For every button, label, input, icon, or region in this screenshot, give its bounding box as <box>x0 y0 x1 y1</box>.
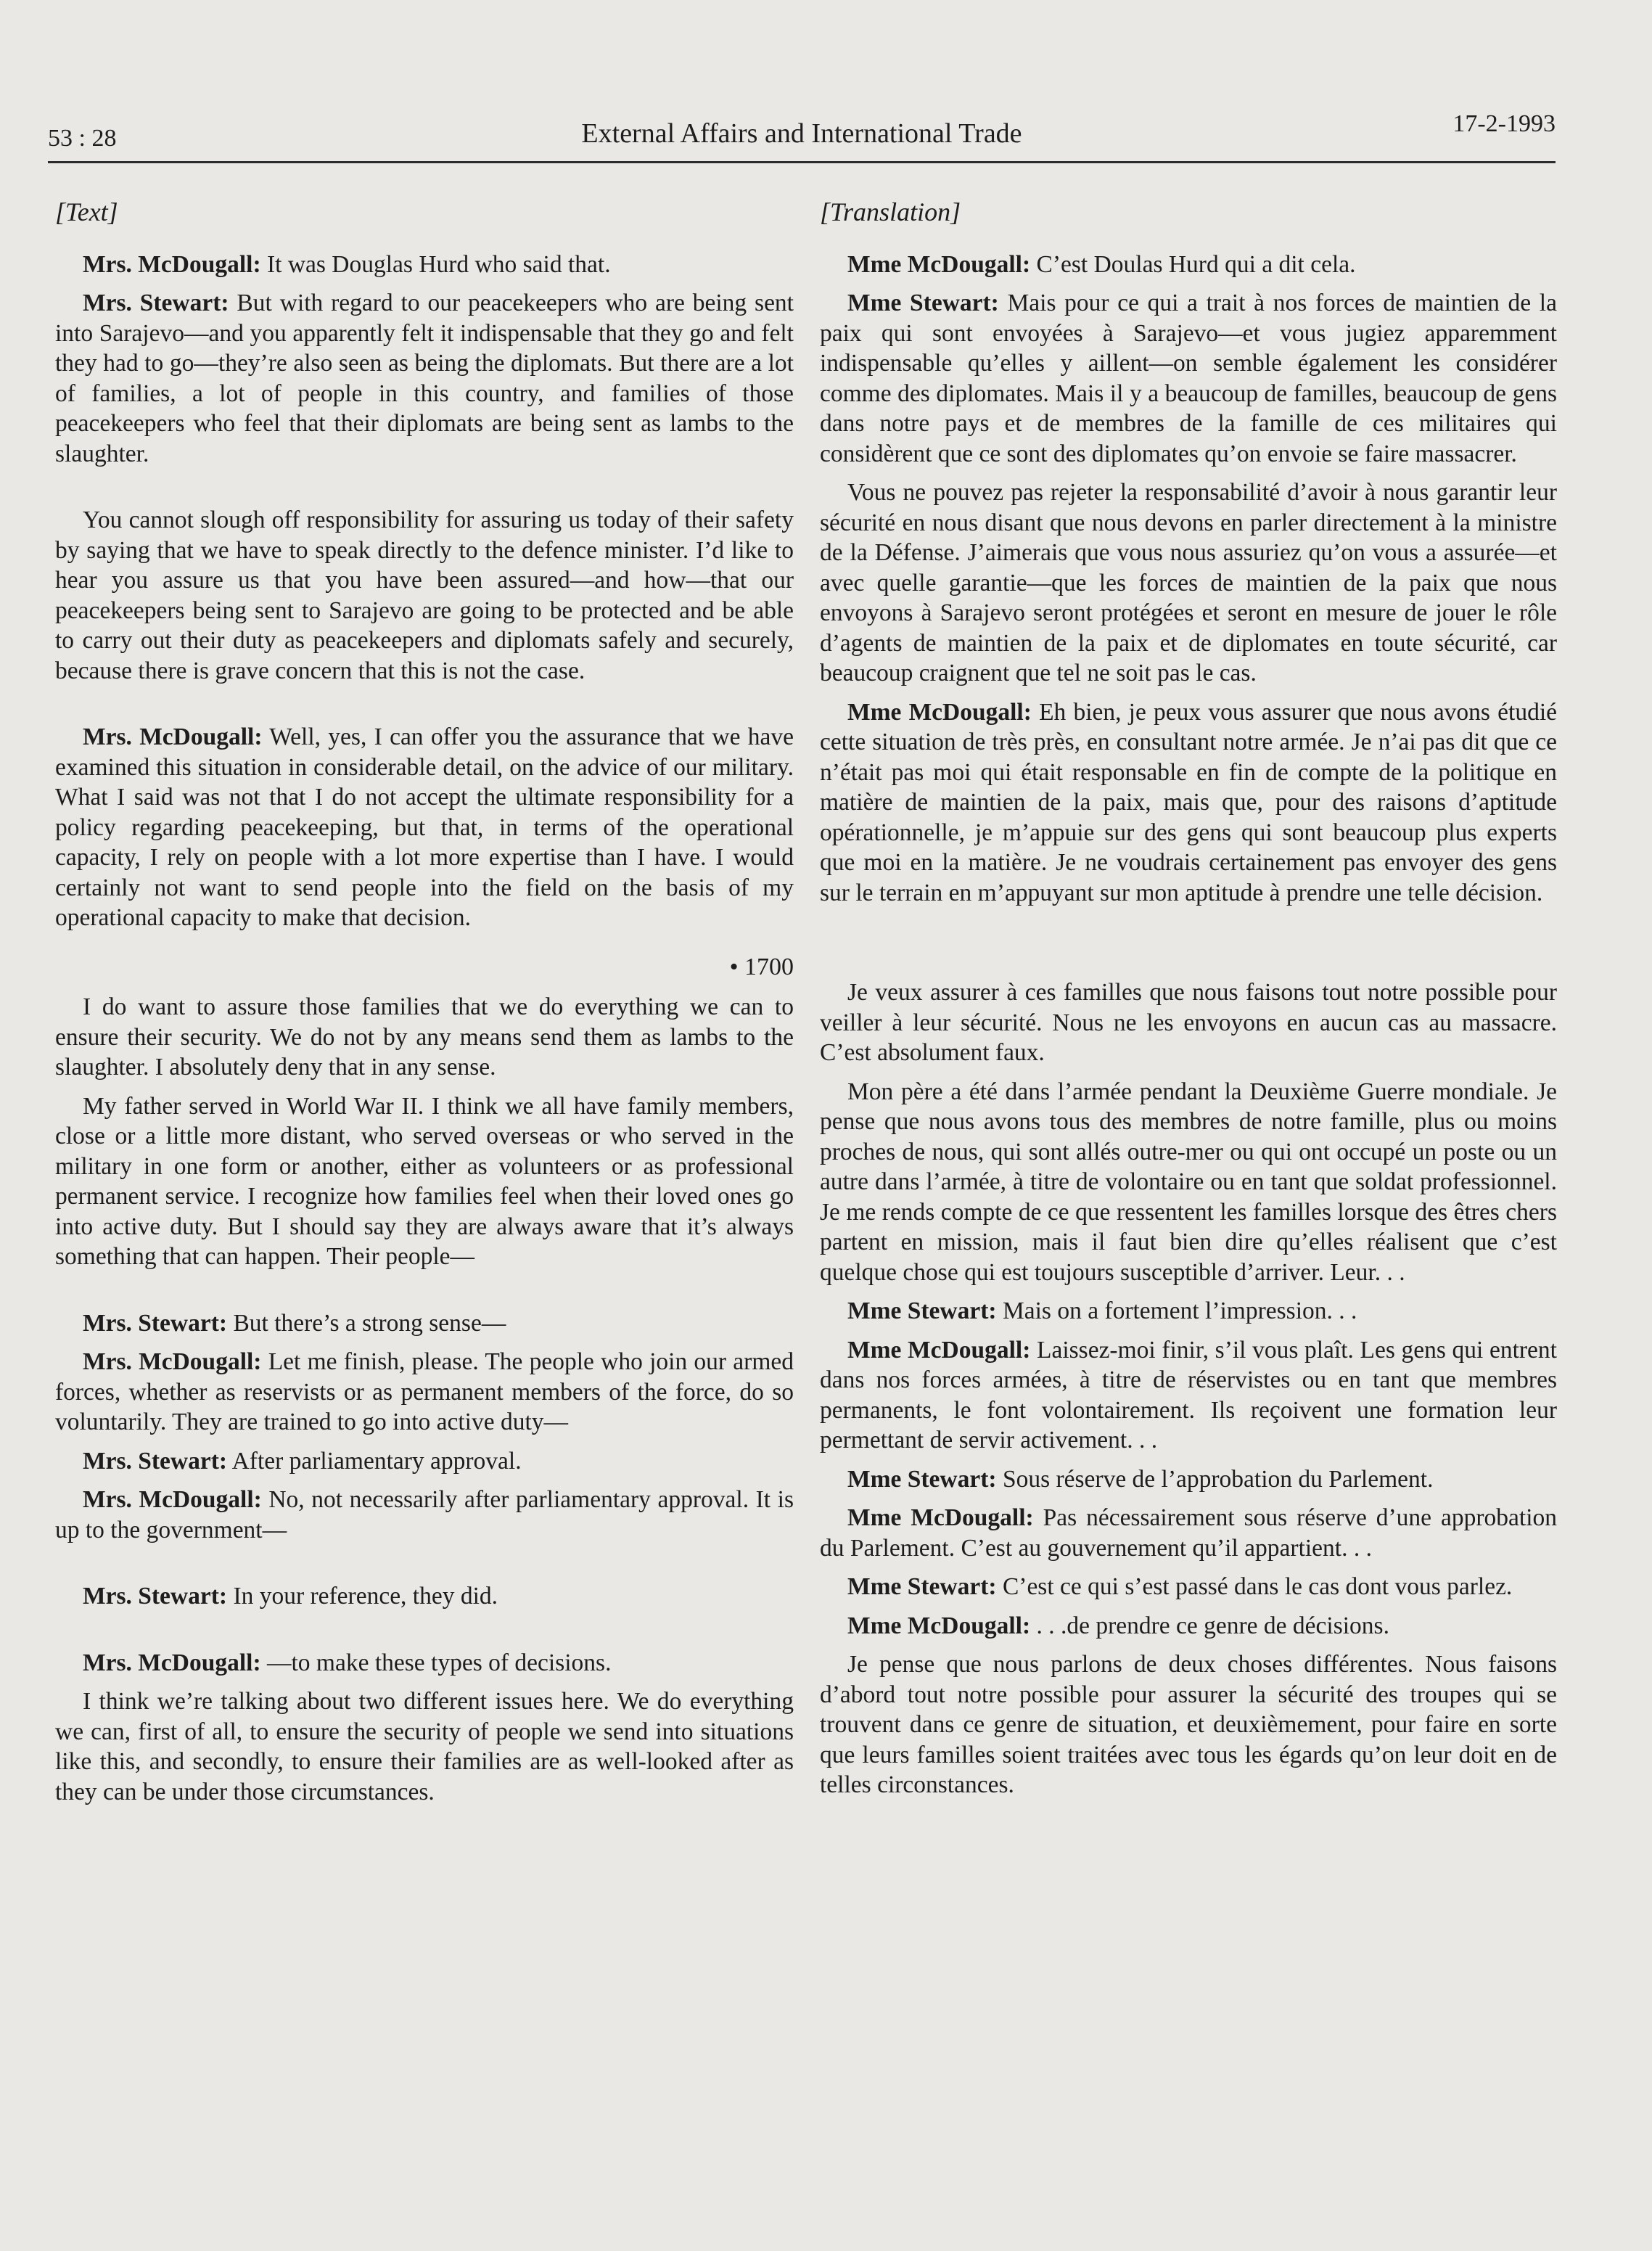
speaker-name: Mme McDougall: <box>847 250 1031 278</box>
speaker-name: Mrs. McDougall: <box>83 1649 261 1676</box>
paragraph-text: After parliamentary approval. <box>227 1447 522 1475</box>
page-header <box>48 109 1556 163</box>
paragraph <box>820 1464 1557 1495</box>
speaker-name: Mrs. Stewart: <box>83 1447 228 1475</box>
paragraph-text: My father served in World War II. I think we all have family members, close or a little more distant, who served overseas or who served in the military in one form or another, either as volunteers or as professional permanent service. I recognize how families feel when their loved ones go into active duty. But I should say they are always aware that it’s always something that can happen. Their people— <box>55 1092 794 1270</box>
speaker-name: Mme Stewart: <box>847 1465 997 1493</box>
paragraph <box>55 1347 794 1438</box>
speaker-name: Mrs. Stewart: <box>83 1583 228 1610</box>
paragraph <box>820 977 1557 1068</box>
paragraph-text: Je pense que nous parlons de deux choses différentes. Nous faisons d’abord tout notre possible pour assurer la sécurité des troupes qui se trouvent dans ce genre de situation, et deuxièmement, pour faire en sorte que leurs familles soient traitées avec tous les égards qu’on leur doit en de telles circonstances. <box>820 1651 1557 1798</box>
paragraph <box>820 1649 1557 1800</box>
paragraph <box>820 1572 1557 1602</box>
paragraph <box>55 288 794 469</box>
speaker-name: Mme McDougall: <box>847 1612 1031 1639</box>
page-number: 53 : 28 <box>48 125 117 152</box>
paragraph-text: I do want to assure those families that we do everything we can to ensure their security. We do not by any means send them as lambs to the slaughter. I absolutely deny that in any sense. <box>55 993 794 1081</box>
paragraph <box>820 697 1557 909</box>
paragraph-text: In your reference, they did. <box>227 1583 498 1610</box>
speaker-name: Mrs. Stewart: <box>83 290 229 316</box>
paragraph-text: Mon père a été dans l’armée pendant la Deuxième Guerre mondiale. Je pense que nous avons tous des membres de notre famille, plus ou moins proches de nous, qui sont allés outre-mer ou qui ont occupé un poste ou un autre dans l’armée, à titre de volontaire ou en tant que soldat professionnel. Je me rends compte de ce que ressentent les familles lorsque des êtres chers partent en mission, mais il faut bien dire qu’elles réalisent que c’est quelque chose qui est toujours susceptible d’arriver. Leur. . . <box>820 1078 1557 1286</box>
column-label: [Text] <box>55 197 118 226</box>
speaker-name: Mrs. McDougall: <box>83 1348 262 1375</box>
paragraph-text: But with regard to our peacekeepers who are being sent into Sarajevo—and you apparently felt it indispensable that they go and felt they had to go—they’re also seen as being the diplomats. But there are a lot of families, a lot of people in this country, and families of those peacekeepers who feel that their diplomats are being sent as lambs to the slaughter. <box>55 290 794 467</box>
speaker-name: Mrs. McDougall: <box>83 250 261 278</box>
paragraph <box>55 992 794 1083</box>
paragraph-text: . . .de prendre ce genre de décisions. <box>1030 1612 1389 1639</box>
paragraph <box>820 1611 1557 1641</box>
paragraph-text: Well, yes, I can offer you the assurance that we have examined this situation in considerable detail, on the advice of our military. What I said was not that I do not accept the ultimate responsibility for a policy regarding peacekeeping, but that, in terms of the operational capacity, I rely on people with a lot more expertise than I have. I would certainly not want to send people into the field on the basis of my operational capacity to make that decision. <box>55 723 794 931</box>
speaker-name: Mme McDougall: <box>847 1504 1034 1531</box>
paragraph-text: Eh bien, je peux vous assurer que nous avons étudié cette situation de très près, en consultant notre armée. Je n’ai pas dit que ce n’était pas moi qui était responsable en fin de compte de la politique en matière de maintien de la paix, mais que, pour des raisons d’aptitude opérationnelle, je m’appuie sur des gens qui sont beaucoup plus experts que moi en la matière. Je ne voudrais certainement pas envoyer des gens sur le terrain en m’appuyant sur mon aptitude à prendre une telle décision. <box>820 698 1557 906</box>
paragraph <box>820 288 1557 469</box>
paragraph-text: Je veux assurer à ces familles que nous faisons tout notre possible pour veiller à leur sécurité. Nous ne les envoyons en aucun cas au massacre. C’est absolument faux. <box>820 979 1557 1066</box>
paragraph <box>55 1648 794 1678</box>
paragraph <box>55 1446 794 1477</box>
french-column <box>820 197 1557 1809</box>
paragraph-text: Mais on a fortement l’impression. . . <box>996 1297 1357 1324</box>
paragraph-text: C’est ce qui s’est passé dans le cas dont vous parlez. <box>996 1573 1513 1600</box>
paragraph-text: Sous réserve de l’approbation du Parlement. <box>996 1465 1434 1493</box>
paragraph <box>820 1503 1557 1563</box>
speaker-name: Mme Stewart: <box>847 1297 997 1324</box>
paragraph-text: —to make these types of decisions. <box>260 1649 612 1676</box>
paragraph <box>55 1308 794 1339</box>
paragraph-text: Mais pour ce qui a trait à nos forces de maintien de la paix qui sont envoyées à Sarajevo—et vous jugiez apparemment indispensable qu’elles y aillent—on semble également les considérer comme des diplomates. Mais il y a beaucoup de familles, beaucoup de gens dans notre pays et de membres de la famille de ces militaires qui considèrent que ce sont des diplomates qu’on envoie se faire massacrer. <box>820 290 1557 467</box>
speaker-name: Mme Stewart: <box>847 1573 997 1600</box>
paragraph-text: I think we’re talking about two different issues here. We do everything we can, first of all, to ensure the security of people we send into situations like this, and secondly, to ensure their families are as well-looked after as they can be under those circumstances. <box>55 1688 794 1805</box>
speaker-name: Mrs. Stewart: <box>83 1309 228 1337</box>
paragraph <box>820 1335 1557 1456</box>
paragraph <box>820 250 1557 280</box>
page-date: 17-2-1993 <box>1452 110 1556 137</box>
english-column <box>55 197 794 1816</box>
speaker-name: Mme Stewart: <box>847 290 999 316</box>
paragraph <box>55 1485 794 1545</box>
paragraph-text: Vous ne pouvez pas rejeter la responsabilité d’avoir à nous garantir leur sécurité en nous disant que nous devons en parler directement à la ministre de la Défense. J’aimerais que vous nous assuriez qu’on vous a assurée—et avec quelle garantie—que les forces de maintien de la paix que nous envoyons à Sarajevo seront protégées et seront en mesure de jouer le rôle d’agents de maintien de la paix et de diplomates en toute sécurité, car beaucoup craignent que tel ne soit pas le cas. <box>820 479 1557 686</box>
speaker-name: Mme McDougall: <box>847 698 1032 726</box>
paragraph <box>55 250 794 280</box>
paragraph-text: No, not necessarily after parliamentary approval. It is up to the government— <box>55 1486 794 1543</box>
time-marker: • 1700 <box>729 953 794 980</box>
page-title: External Affairs and International Trade <box>581 118 1022 149</box>
paragraph <box>55 505 794 686</box>
paragraph-text: It was Douglas Hurd who said that. <box>260 250 611 278</box>
column-label: [Translation] <box>820 197 961 226</box>
speaker-name: Mrs. McDougall: <box>83 1486 262 1513</box>
paragraph <box>820 477 1557 689</box>
speaker-name: Mrs. McDougall: <box>83 723 263 750</box>
paragraph-text: Pas nécessairement sous réserve d’une approbation du Parlement. C’est au gouvernement qu’il appartient. . . <box>820 1504 1557 1562</box>
paragraph-text: You cannot slough off responsibility for assuring us today of their safety by saying that we have to speak directly to the defence minister. I’d like to hear you assure us that you have been assured—and how—that our peacekeepers being sent to Sarajevo are going to be protected and be able to carry out their duty as peacekeepers and diplomats safely and securely, because there is grave concern that this is not the case. <box>55 507 794 684</box>
paragraph-text: C’est Doulas Hurd qui a dit cela. <box>1030 250 1356 278</box>
paragraph <box>55 1686 794 1807</box>
paragraph <box>55 1091 794 1272</box>
paragraph <box>820 1077 1557 1288</box>
paragraph <box>55 1581 794 1612</box>
paragraph <box>55 722 794 933</box>
speaker-name: Mme McDougall: <box>847 1336 1031 1364</box>
paragraph-text: But there’s a strong sense— <box>227 1309 506 1337</box>
paragraph-text: Laissez-moi finir, s’il vous plaît. Les gens qui entrent dans nos forces armées, à titre de réservistes ou en tant que membres permanents, le font volontairement. Ils reçoivent une formation leur permettant de servir activement. . . <box>820 1336 1557 1453</box>
paragraph-text: Let me finish, please. The people who join our armed forces, whether as reservists or as permanent members of the force, do so voluntarily. They are trained to go into active duty— <box>55 1348 794 1435</box>
paragraph <box>820 1296 1557 1327</box>
